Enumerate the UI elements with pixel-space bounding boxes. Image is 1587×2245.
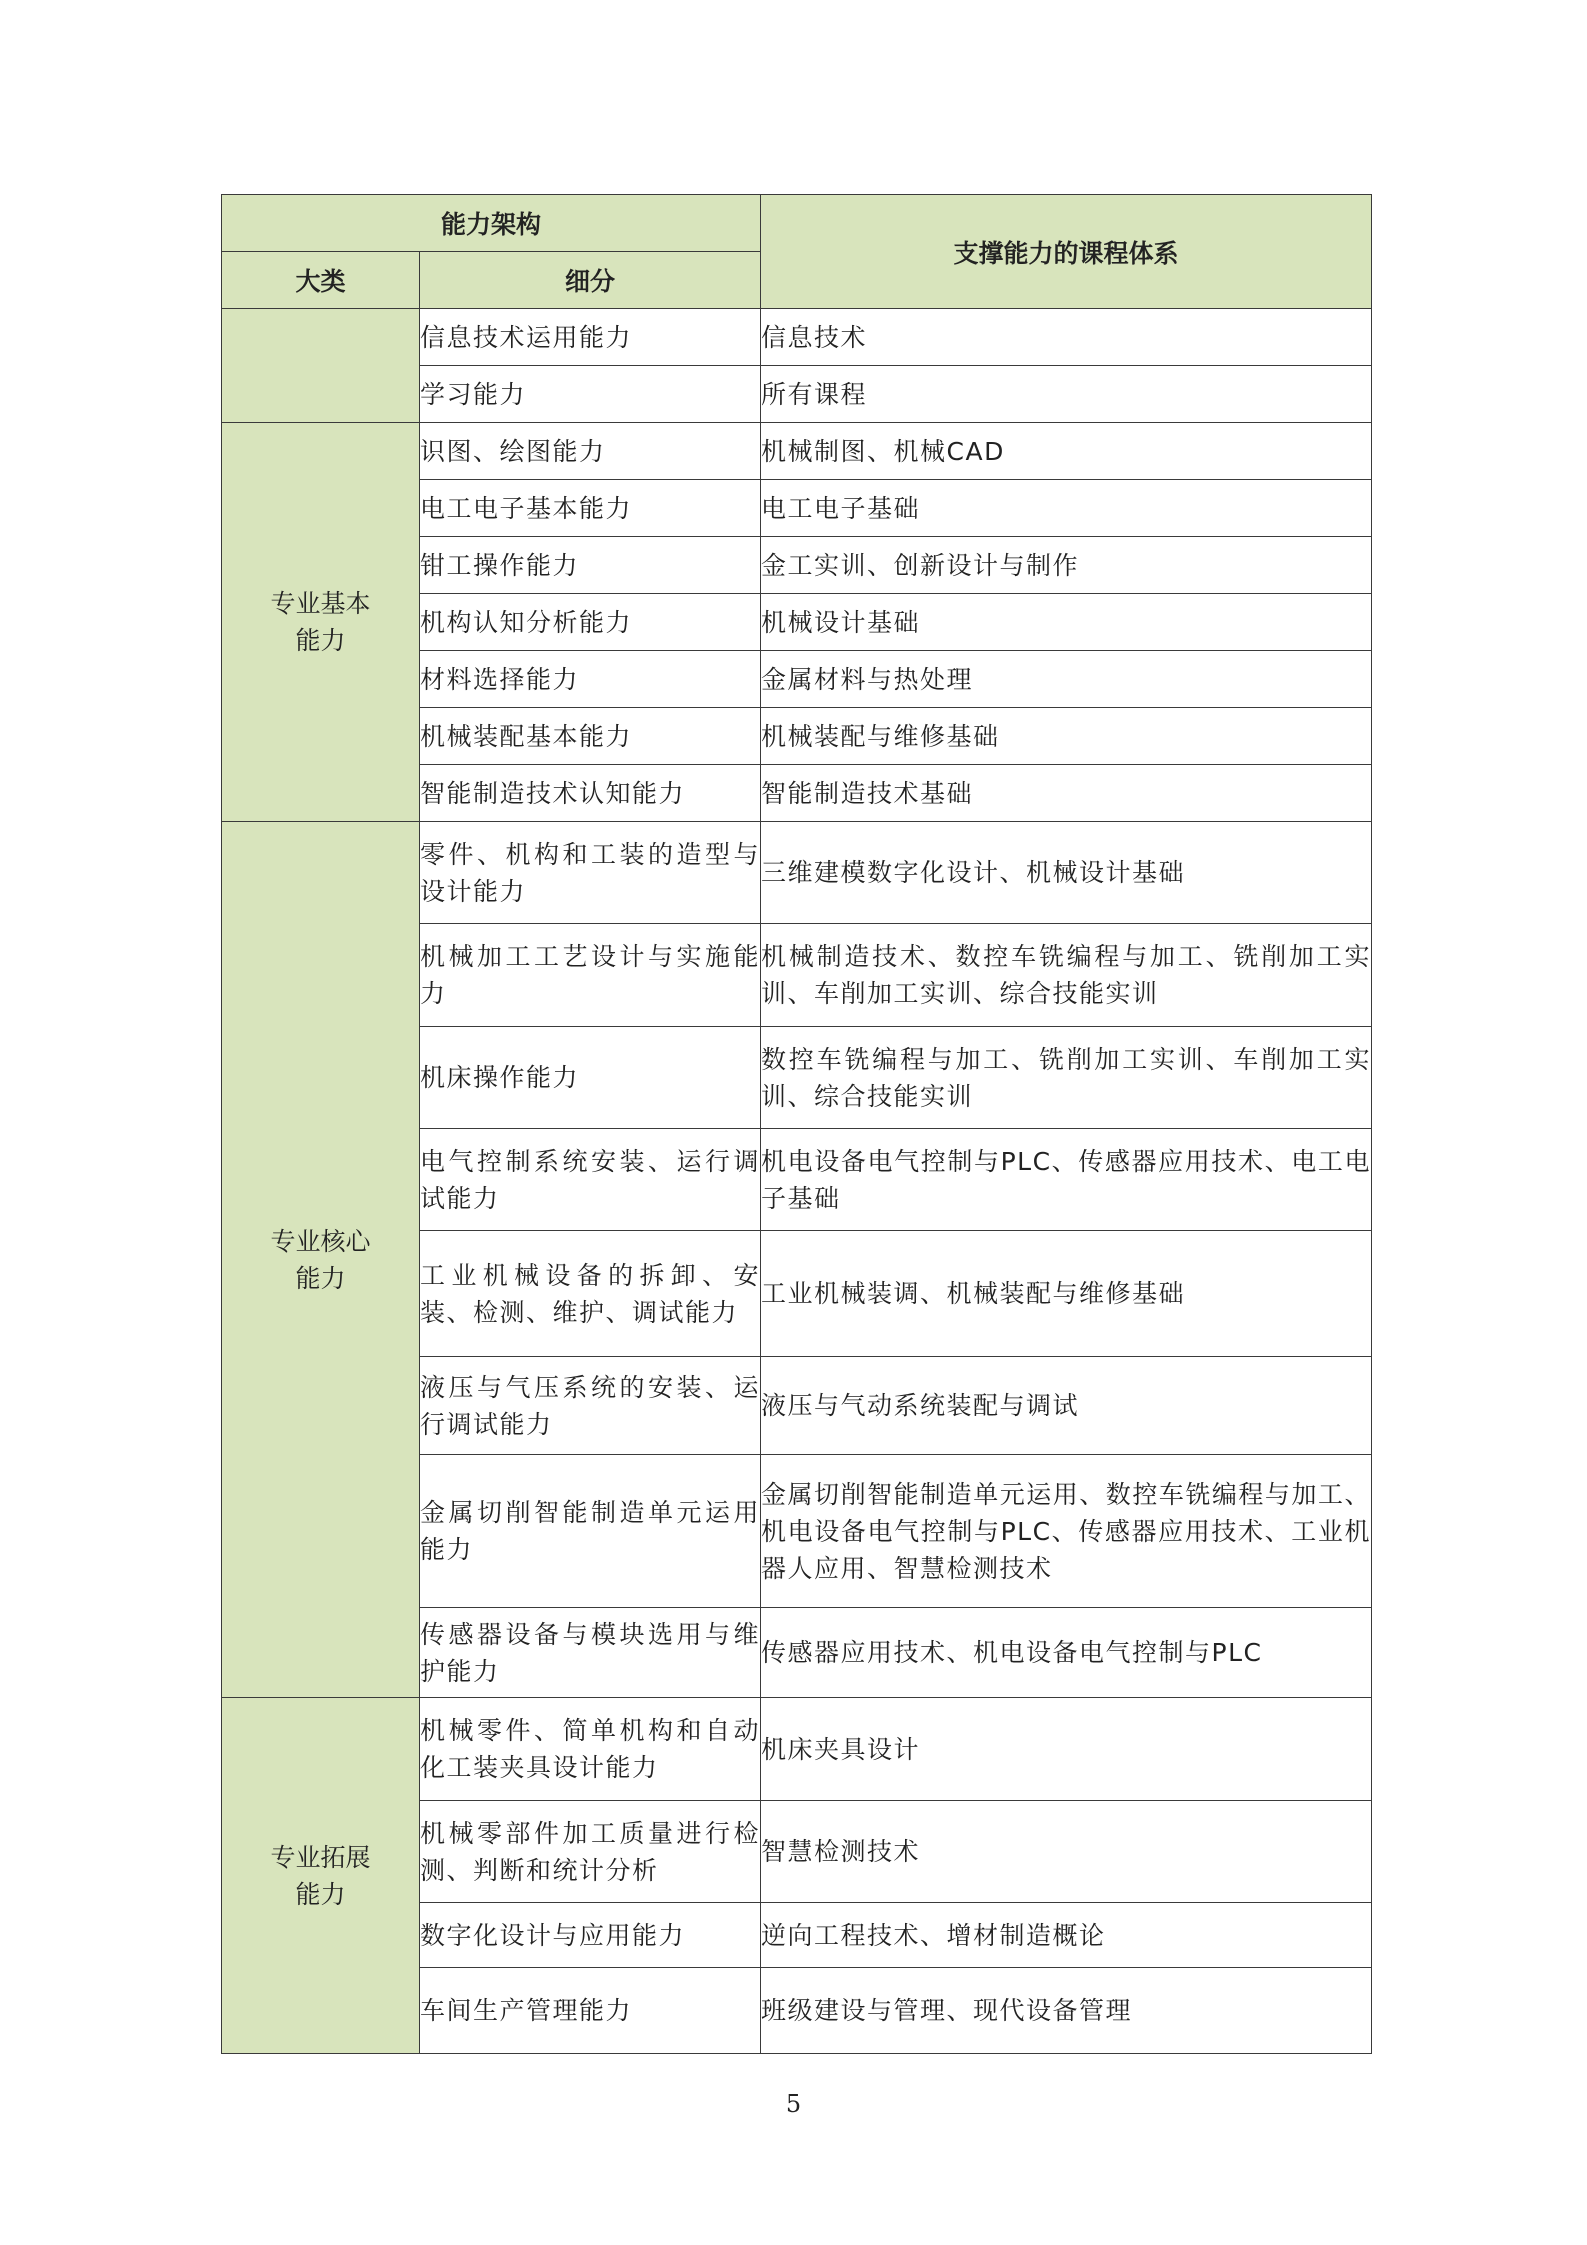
ability-cell: 识图、绘图能力 bbox=[420, 423, 761, 480]
course-cell: 金工实训、创新设计与制作 bbox=[761, 537, 1372, 594]
page-number: 5 bbox=[785, 2090, 802, 2118]
ability-cell: 工业机械设备的拆卸、安装、检测、维护、调试能力 bbox=[420, 1231, 761, 1357]
category-label: 专业基本能力 bbox=[270, 589, 371, 655]
course-cell: 信息技术 bbox=[761, 309, 1372, 366]
course-cell: 三维建模数字化设计、机械设计基础 bbox=[761, 822, 1372, 924]
ability-cell: 材料选择能力 bbox=[420, 651, 761, 708]
category-cell-general bbox=[222, 309, 420, 423]
ability-cell: 钳工操作能力 bbox=[420, 537, 761, 594]
ability-cell: 智能制造技术认知能力 bbox=[420, 765, 761, 822]
ability-cell: 机械零部件加工质量进行检测、判断和统计分析 bbox=[420, 1801, 761, 1903]
ability-cell: 机械零件、简单机构和自动化工装夹具设计能力 bbox=[420, 1698, 761, 1801]
course-cell: 逆向工程技术、增材制造概论 bbox=[761, 1903, 1372, 1968]
course-cell: 机械制图、机械CAD bbox=[761, 423, 1372, 480]
ability-cell: 数字化设计与应用能力 bbox=[420, 1903, 761, 1968]
course-cell: 班级建设与管理、现代设备管理 bbox=[761, 1968, 1372, 2054]
course-cell: 机械制造技术、数控车铣编程与加工、铣削加工实训、车削加工实训、综合技能实训 bbox=[761, 924, 1372, 1027]
header-subdivision: 细分 bbox=[420, 252, 761, 309]
ability-cell: 学习能力 bbox=[420, 366, 761, 423]
ability-cell: 机械加工工艺设计与实施能力 bbox=[420, 924, 761, 1027]
ability-cell: 机械装配基本能力 bbox=[420, 708, 761, 765]
course-cell: 机械装配与维修基础 bbox=[761, 708, 1372, 765]
header-category: 大类 bbox=[222, 252, 420, 309]
ability-cell: 车间生产管理能力 bbox=[420, 1968, 761, 2054]
ability-cell: 电工电子基本能力 bbox=[420, 480, 761, 537]
category-label: 专业核心能力 bbox=[270, 1226, 371, 1293]
course-cell: 数控车铣编程与加工、铣削加工实训、车削加工实训、综合技能实训 bbox=[761, 1027, 1372, 1129]
ability-cell: 机构认知分析能力 bbox=[420, 594, 761, 651]
ability-course-table bbox=[221, 194, 1372, 2054]
header-ability-framework: 能力架构 bbox=[222, 195, 761, 252]
course-cell: 机床夹具设计 bbox=[761, 1698, 1372, 1801]
course-cell: 所有课程 bbox=[761, 366, 1372, 423]
course-cell: 传感器应用技术、机电设备电气控制与PLC bbox=[761, 1608, 1372, 1698]
course-cell: 机械设计基础 bbox=[761, 594, 1372, 651]
course-cell: 液压与气动系统装配与调试 bbox=[761, 1357, 1372, 1455]
ability-cell: 零件、机构和工装的造型与设计能力 bbox=[420, 822, 761, 924]
header-supporting-courses: 支撑能力的课程体系 bbox=[761, 195, 1372, 309]
course-cell: 电工电子基础 bbox=[761, 480, 1372, 537]
ability-cell: 电气控制系统安装、运行调试能力 bbox=[420, 1129, 761, 1231]
ability-cell: 液压与气压系统的安装、运行调试能力 bbox=[420, 1357, 761, 1455]
ability-cell: 传感器设备与模块选用与维护能力 bbox=[420, 1608, 761, 1698]
ability-cell: 信息技术运用能力 bbox=[420, 309, 761, 366]
course-cell: 智能制造技术基础 bbox=[761, 765, 1372, 822]
ability-cell: 金属切削智能制造单元运用能力 bbox=[420, 1455, 761, 1608]
category-cell-basic bbox=[222, 423, 420, 822]
course-cell: 机电设备电气控制与PLC、传感器应用技术、电工电子基础 bbox=[761, 1129, 1372, 1231]
course-cell: 智慧检测技术 bbox=[761, 1801, 1372, 1903]
course-cell: 金属切削智能制造单元运用、数控车铣编程与加工、机电设备电气控制与PLC、传感器应用技术、工业机器人应用、智慧检测技术 bbox=[761, 1455, 1372, 1608]
course-cell: 工业机械装调、机械装配与维修基础 bbox=[761, 1231, 1372, 1357]
course-cell: 金属材料与热处理 bbox=[761, 651, 1372, 708]
category-cell-core bbox=[222, 822, 420, 1698]
category-label: 专业拓展能力 bbox=[270, 1842, 371, 1909]
category-cell-extension bbox=[222, 1698, 420, 2054]
ability-cell: 机床操作能力 bbox=[420, 1027, 761, 1129]
